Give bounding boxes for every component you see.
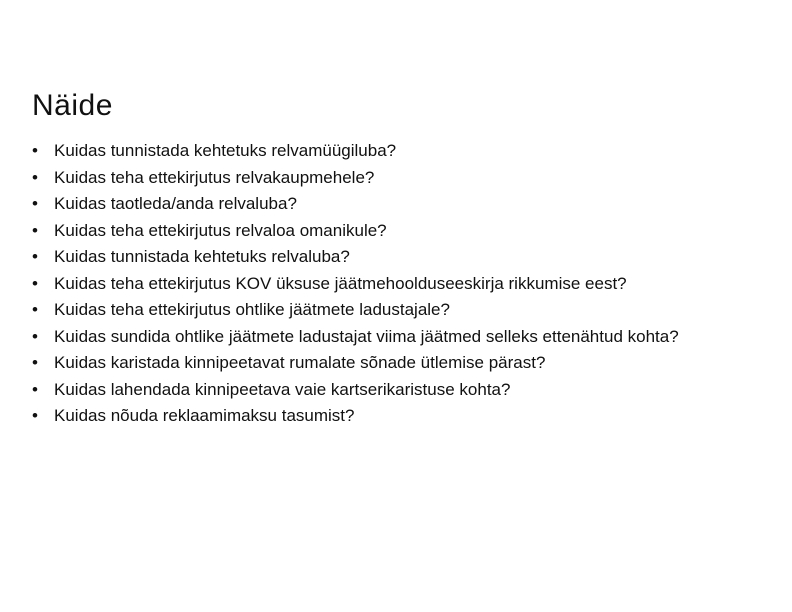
bullet-icon: • (32, 141, 38, 160)
slide-title: Näide (32, 89, 113, 122)
list-item-text: Kuidas sundida ohtlike jäätmete ladustajat viima jäätmed selleks ettenähtud kohta? (54, 326, 679, 346)
list-item (32, 220, 770, 241)
bullet-icon: • (32, 379, 38, 399)
bullet-list (32, 140, 770, 432)
list-item (32, 326, 770, 347)
list-item (32, 352, 770, 373)
list-item-text: Kuidas tunnistada kehtetuks relvaluba? (54, 247, 350, 266)
bullet-icon: • (32, 167, 38, 187)
list-item (32, 167, 770, 188)
bullet-icon: • (32, 326, 38, 346)
bullet-icon: • (32, 300, 38, 319)
bullet-icon: • (32, 194, 38, 213)
list-item (32, 379, 770, 400)
bullet-icon: • (32, 353, 38, 372)
list-item (32, 273, 770, 294)
list-item-text: Kuidas tunnistada kehtetuks relvamüügiluba? (54, 141, 397, 160)
bullet-icon: • (32, 406, 38, 425)
list-item (32, 140, 770, 161)
list-item (32, 246, 770, 267)
bullet-icon: • (32, 273, 38, 293)
list-item-text: Kuidas teha ettekirjutus relvaloa omanikule? (54, 220, 387, 240)
bullet-icon: • (32, 220, 38, 240)
list-item-text: Kuidas karistada kinnipeetavat rumalate sõnade ütlemise pärast? (54, 353, 546, 372)
list-item (32, 193, 770, 214)
list-item (32, 405, 770, 426)
list-item-text: Kuidas lahendada kinnipeetava vaie kartserikaristuse kohta? (54, 379, 511, 399)
list-item-text: Kuidas teha ettekirjutus relvakaupmehele? (54, 167, 375, 187)
list-item-text: Kuidas teha ettekirjutus ohtlike jäätmete ladustajale? (54, 300, 450, 319)
list-item-text: Kuidas taotleda/anda relvaluba? (54, 194, 297, 213)
bullet-icon: • (32, 247, 38, 266)
list-item (32, 299, 770, 320)
list-item-text: Kuidas nõuda reklaamimaksu tasumist? (54, 406, 355, 425)
list-item-text: Kuidas teha ettekirjutus KOV üksuse jäätmehoolduseeskirja rikkumise eest? (54, 273, 627, 293)
